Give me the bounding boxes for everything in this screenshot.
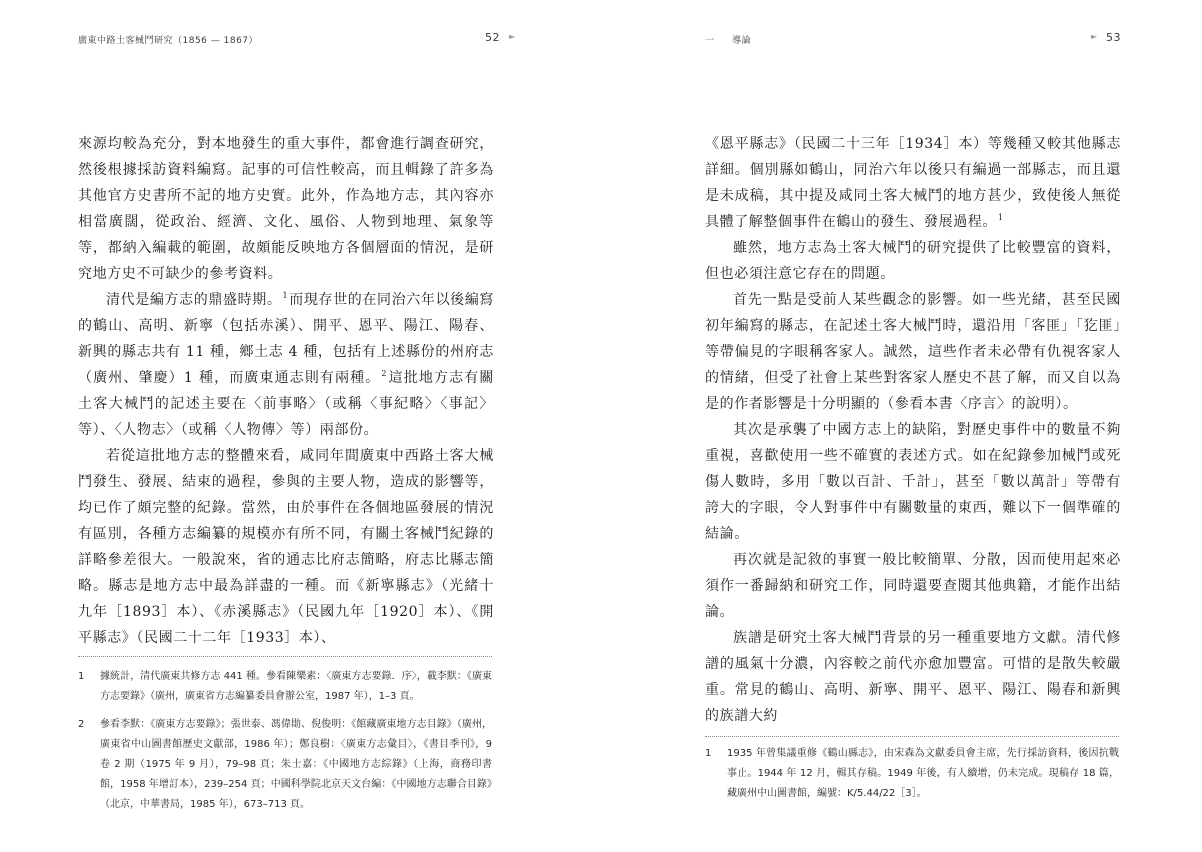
footnote (78, 667, 492, 707)
body-paragraph (78, 287, 494, 443)
body-paragraph (705, 131, 1121, 235)
footnote-number: 2 (78, 719, 85, 730)
footnote-rule (705, 736, 1119, 737)
paragraph-text: 清代是編方志的鼎盛時期。 (106, 292, 282, 308)
footnote-marker[interactable]: 1 (282, 291, 289, 300)
body-text (78, 131, 494, 651)
page-arrow-icon: ► (1091, 32, 1098, 41)
body-paragraph (78, 131, 494, 287)
body-paragraph (705, 417, 1121, 547)
footnotes (78, 667, 492, 823)
body-paragraph (705, 625, 1121, 729)
footnote-text: 1935 年曾集議重修《鶴山縣志》，由宋森為文獻委員會主席，先行採訪資料，後因抗戰事止。1944 年 12 月，輯其存稿。1949 年後，有人續增，仍未完成。現稿存 18 篇，藏廣州中山圖書館，編號：K/5.44/22［3］。 (727, 748, 1119, 799)
running-title: 廣東中路土客械鬥研究（1856 — 1867） (78, 36, 259, 46)
page-arrow-icon: ► (509, 32, 516, 41)
footnote-marker[interactable]: 1 (998, 213, 1004, 222)
footnote (705, 744, 1119, 804)
body-paragraph (78, 443, 494, 651)
paragraph-text: 族譜是研究土客大械鬥背景的另一種重要地方文獻。清代修譜的風氣十分濃，內容較之前代亦愈加豐富。可惜的是散失較嚴重。常見的鶴山、高明、新寧、開平、恩平、陽江、陽春和新興的族譜大約 (705, 630, 1121, 724)
paragraph-text: 其次是承襲了中國方志上的缺陷，對歷史事件中的數量不夠重視，喜歡使用一些不確實的表述方式。如在紀錄參加械鬥或死傷人數時，多用「數以百計、千計」，甚至「數以萬計」等帶有誇大的字眼，令人對事件中有關數量的東西，難以下一個準確的結論。 (705, 422, 1121, 542)
footnote-marker[interactable]: 2 (381, 369, 388, 378)
right-page (601, 0, 1202, 852)
page-number: 53 (1106, 31, 1121, 44)
footnotes (705, 744, 1119, 812)
footnote-number: 1 (705, 748, 712, 759)
paragraph-text: 雖然，地方志為土客大械鬥的研究提供了比較豐富的資料，但也必須注意它存在的問題。 (705, 240, 1121, 282)
body-text (705, 131, 1121, 729)
body-paragraph (705, 547, 1121, 625)
footnote (78, 715, 492, 815)
footnote-text: 參看李默：《廣東方志要錄》；張世泰、馮偉勛、倪俊明：《館藏廣東地方志目錄》（廣州，廣東省中山圖書館歷史文獻部，1986 年）；鄭良樹：〈廣東方志彙目〉，《書目季刊》，9 卷 2 期（1975 年 9 月），79–98 頁；朱士嘉：《中國地方志綜錄》（上海，商務印書館，1958 年增訂本），239–254 頁；中國科學院北京天文台編：《中國地方志聯合目錄》（北京，中華書局，1985 年），673–713 頁。 (100, 719, 492, 810)
paragraph-text: 若從這批地方志的整體來看，咸同年間廣東中西路土客大械鬥發生、發展、結束的過程，參與的主要人物，造成的影響等，均已作了頗完整的紀錄。當然，由於事件在各個地區發展的情況有區別，各種方志編纂的規模亦有所不同，有關土客械鬥紀錄的詳略參差很大。一般說來，省的通志比府志簡略，府志比縣志簡略。縣志是地方志中最為詳盡的一種。而《新寧縣志》（光緒十九年［1893］本）、《赤溪縣志》（民國九年［1920］本）、《開平縣志》（民國二十二年［1933］本）、 (78, 448, 494, 646)
paragraph-text: 來源均較為充分，對本地發生的重大事件，都會進行調查研究，然後根據採訪資料編寫。記事的可信性較高，而且輯錄了許多為其他官方史書所不記的地方史實。此外，作為地方志，其內容亦相當廣闊，從政治、經濟、文化、風俗、人物到地理、氣象等等，都納入編載的範圍，故頗能反映地方各個層面的情況，是研究地方史不可缺少的參考資料。 (78, 136, 494, 282)
running-dash: 一 (705, 36, 715, 46)
paragraph-text: 而現存世的在同治六年以後編寫的鶴山、高明、新寧（包括赤溪）、開平、恩平、陽江、陽春、新興的縣志共有 11 種，鄉土志 4 種，包括有上述縣份的州府志（廣州、肇慶）1 種，而廣東通志則有兩種。 (78, 292, 495, 386)
body-paragraph (705, 235, 1121, 287)
paragraph-text: 首先一點是受前人某些觀念的影響。如一些光緒，甚至民國初年編寫的縣志，在記述土客大械鬥時，還沿用「客匪」「犵匪」等帶偏見的字眼稱客家人。誠然，這些作者未必帶有仇視客家人的情緒，但受了社會上某些對客家人歷史不甚了解，而又自以為是的作者影響是十分明顯的（參看本書〈序言〉的說明）。 (705, 292, 1121, 412)
footnote-number: 1 (78, 671, 85, 682)
footnote-rule (78, 656, 492, 657)
paragraph-text: 這批地方志有關土客大械鬥的記述主要在〈前事略〉（或稱〈事紀略〉〈事記〉等）、〈人物志〉（或稱〈人物傳〉等）兩部份。 (78, 370, 494, 438)
running-title: 導論 (732, 36, 752, 46)
footnote-text: 據統計，清代廣東共修方志 441 種。參看陳樂素：〈廣東方志要錄．序〉，載李默：《廣東方志要錄》（廣州，廣東省方志編纂委員會辦公室，1987 年），1–3 頁。 (100, 671, 492, 702)
paragraph-text: 再次就是記敘的事實一般比較簡單、分散，因而使用起來必須作一番歸納和研究工作，同時還要查閱其他典籍，才能作出結論。 (705, 552, 1121, 620)
body-paragraph (705, 287, 1121, 417)
paragraph-text: 《恩平縣志》（民國二十三年［1934］本）等幾種又較其他縣志詳細。個別縣如鶴山，同治六年以後只有編過一部縣志，而且還是未成稿，其中提及咸同土客大械鬥的地方甚少，致使後人無從具體了解整個事件在鶴山的發生、發展過程。 (705, 136, 1121, 230)
page-number: 52 (485, 31, 500, 44)
